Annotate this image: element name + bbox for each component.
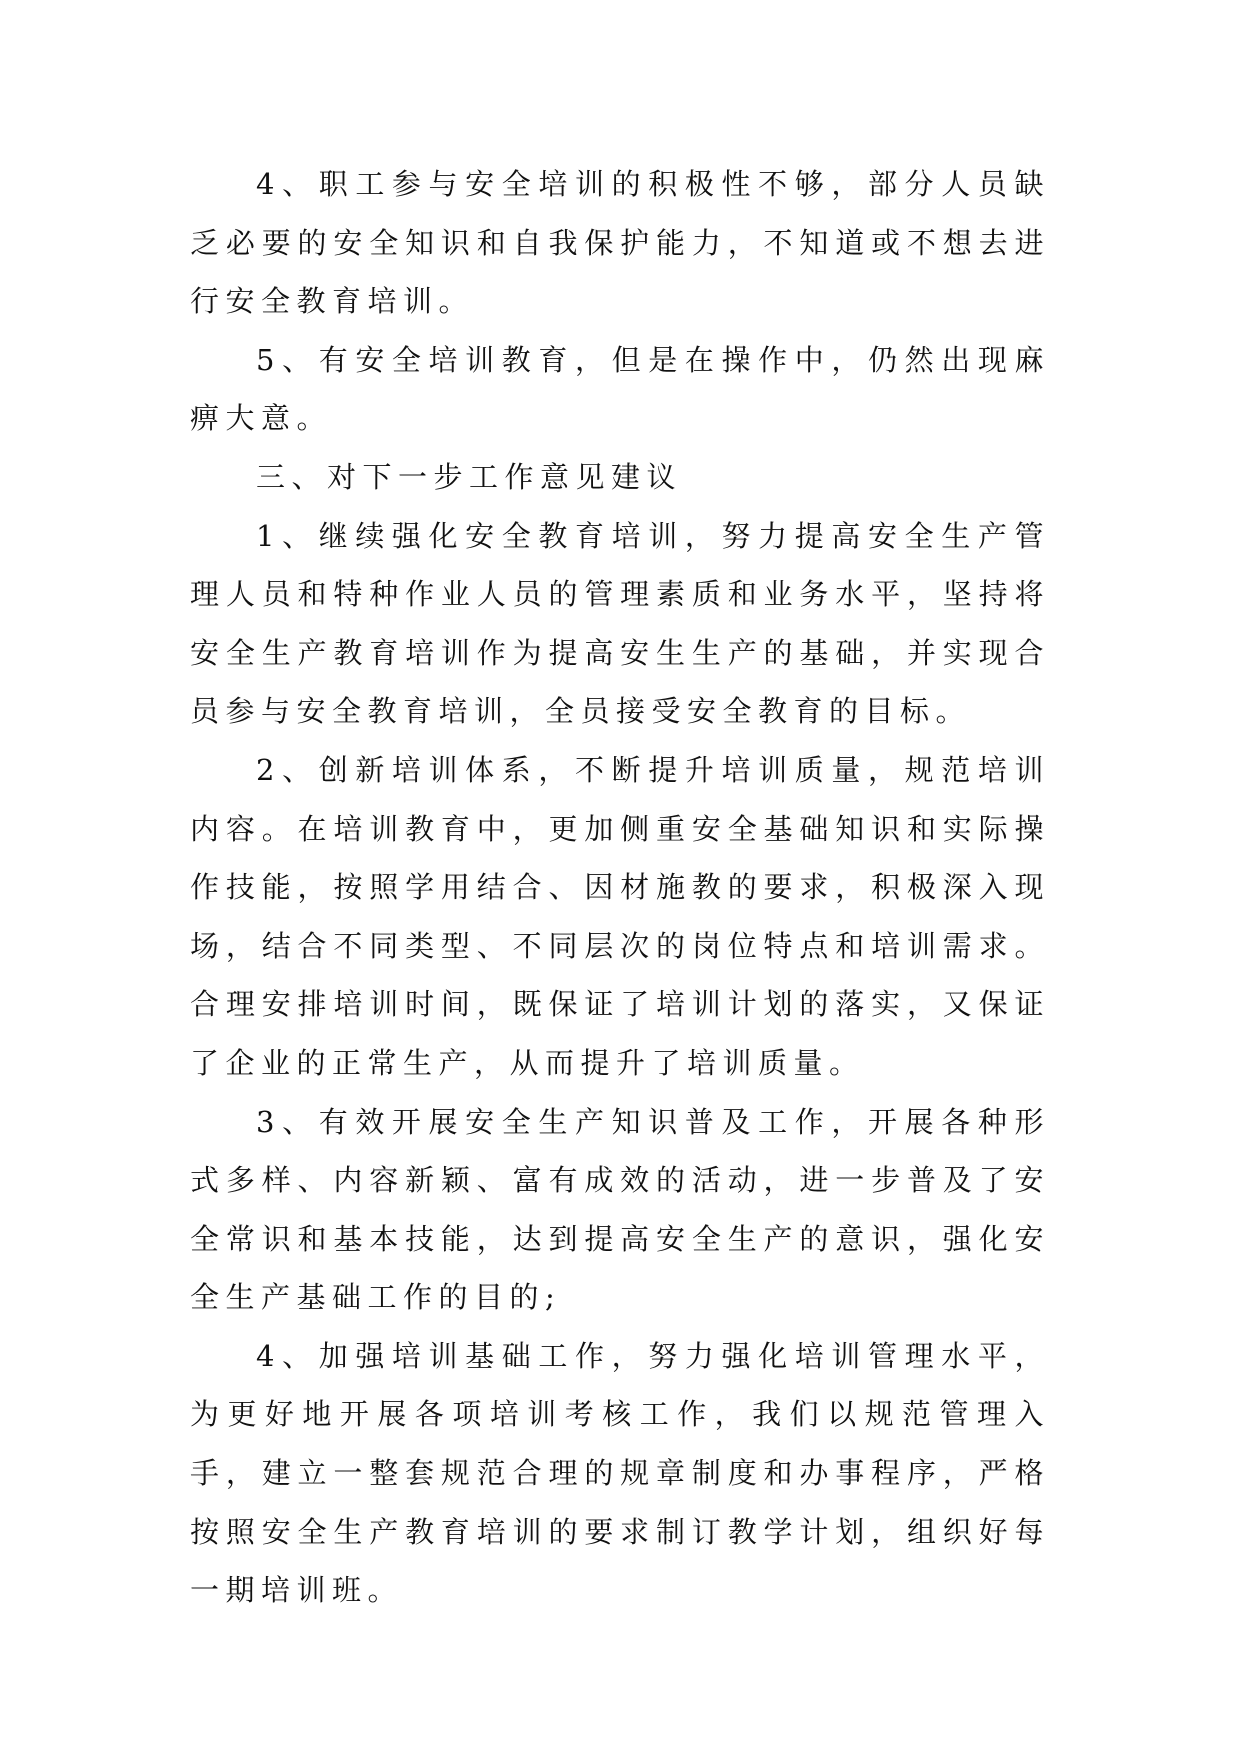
paragraph-suggestion-2: 2、创新培训体系，不断提升培训质量，规范培训内容。在培训教育中，更加侧重安全基础知识和实际操作技能，按照学用结合、因材施教的要求，积极深入现场，结合不同类型、不同层次的岗位特点和培训需求。合理安排培训时间，既保证了培训计划的落实，又保证了企业的正常生产，从而提升了培训质量。 [190,752,1050,1080]
paragraph-item-5-carelessness: 5、有安全培训教育，但是在操作中，仍然出现麻痹大意。 [190,342,1050,436]
paragraph-suggestion-3: 3、有效开展安全生产知识普及工作，开展各种形式多样、内容新颖、富有成效的活动，进一步普及了安全常识和基本技能，达到提高安全生产的意识，强化安全生产基础工作的目的; [190,1104,1050,1315]
document-body [190,155,1050,1620]
paragraph-suggestion-4: 4、加强培训基础工作，努力强化培训管理水平，为更好地开展各项培训考核工作，我们以规范管理入手，建立一整套规范合理的规章制度和办事程序，严格按照安全生产教育培训的要求制订教学计划，组织好每一期培训班。 [190,1338,1050,1608]
paragraph-suggestion-1: 1、继续强化安全教育培训，努力提高安全生产管理人员和特种作业人员的管理素质和业务水平，坚持将安全生产教育培训作为提高安生生产的基础，并实现合员参与安全教育培训，全员接受安全教育的目标。 [190,518,1050,729]
section-heading-suggestions: 三、对下一步工作意见建议 [256,459,683,494]
paragraph-item-4-participation: 4、职工参与安全培训的积极性不够，部分人员缺乏必要的安全知识和自我保护能力，不知道或不想去进行安全教育培训。 [190,167,1050,319]
